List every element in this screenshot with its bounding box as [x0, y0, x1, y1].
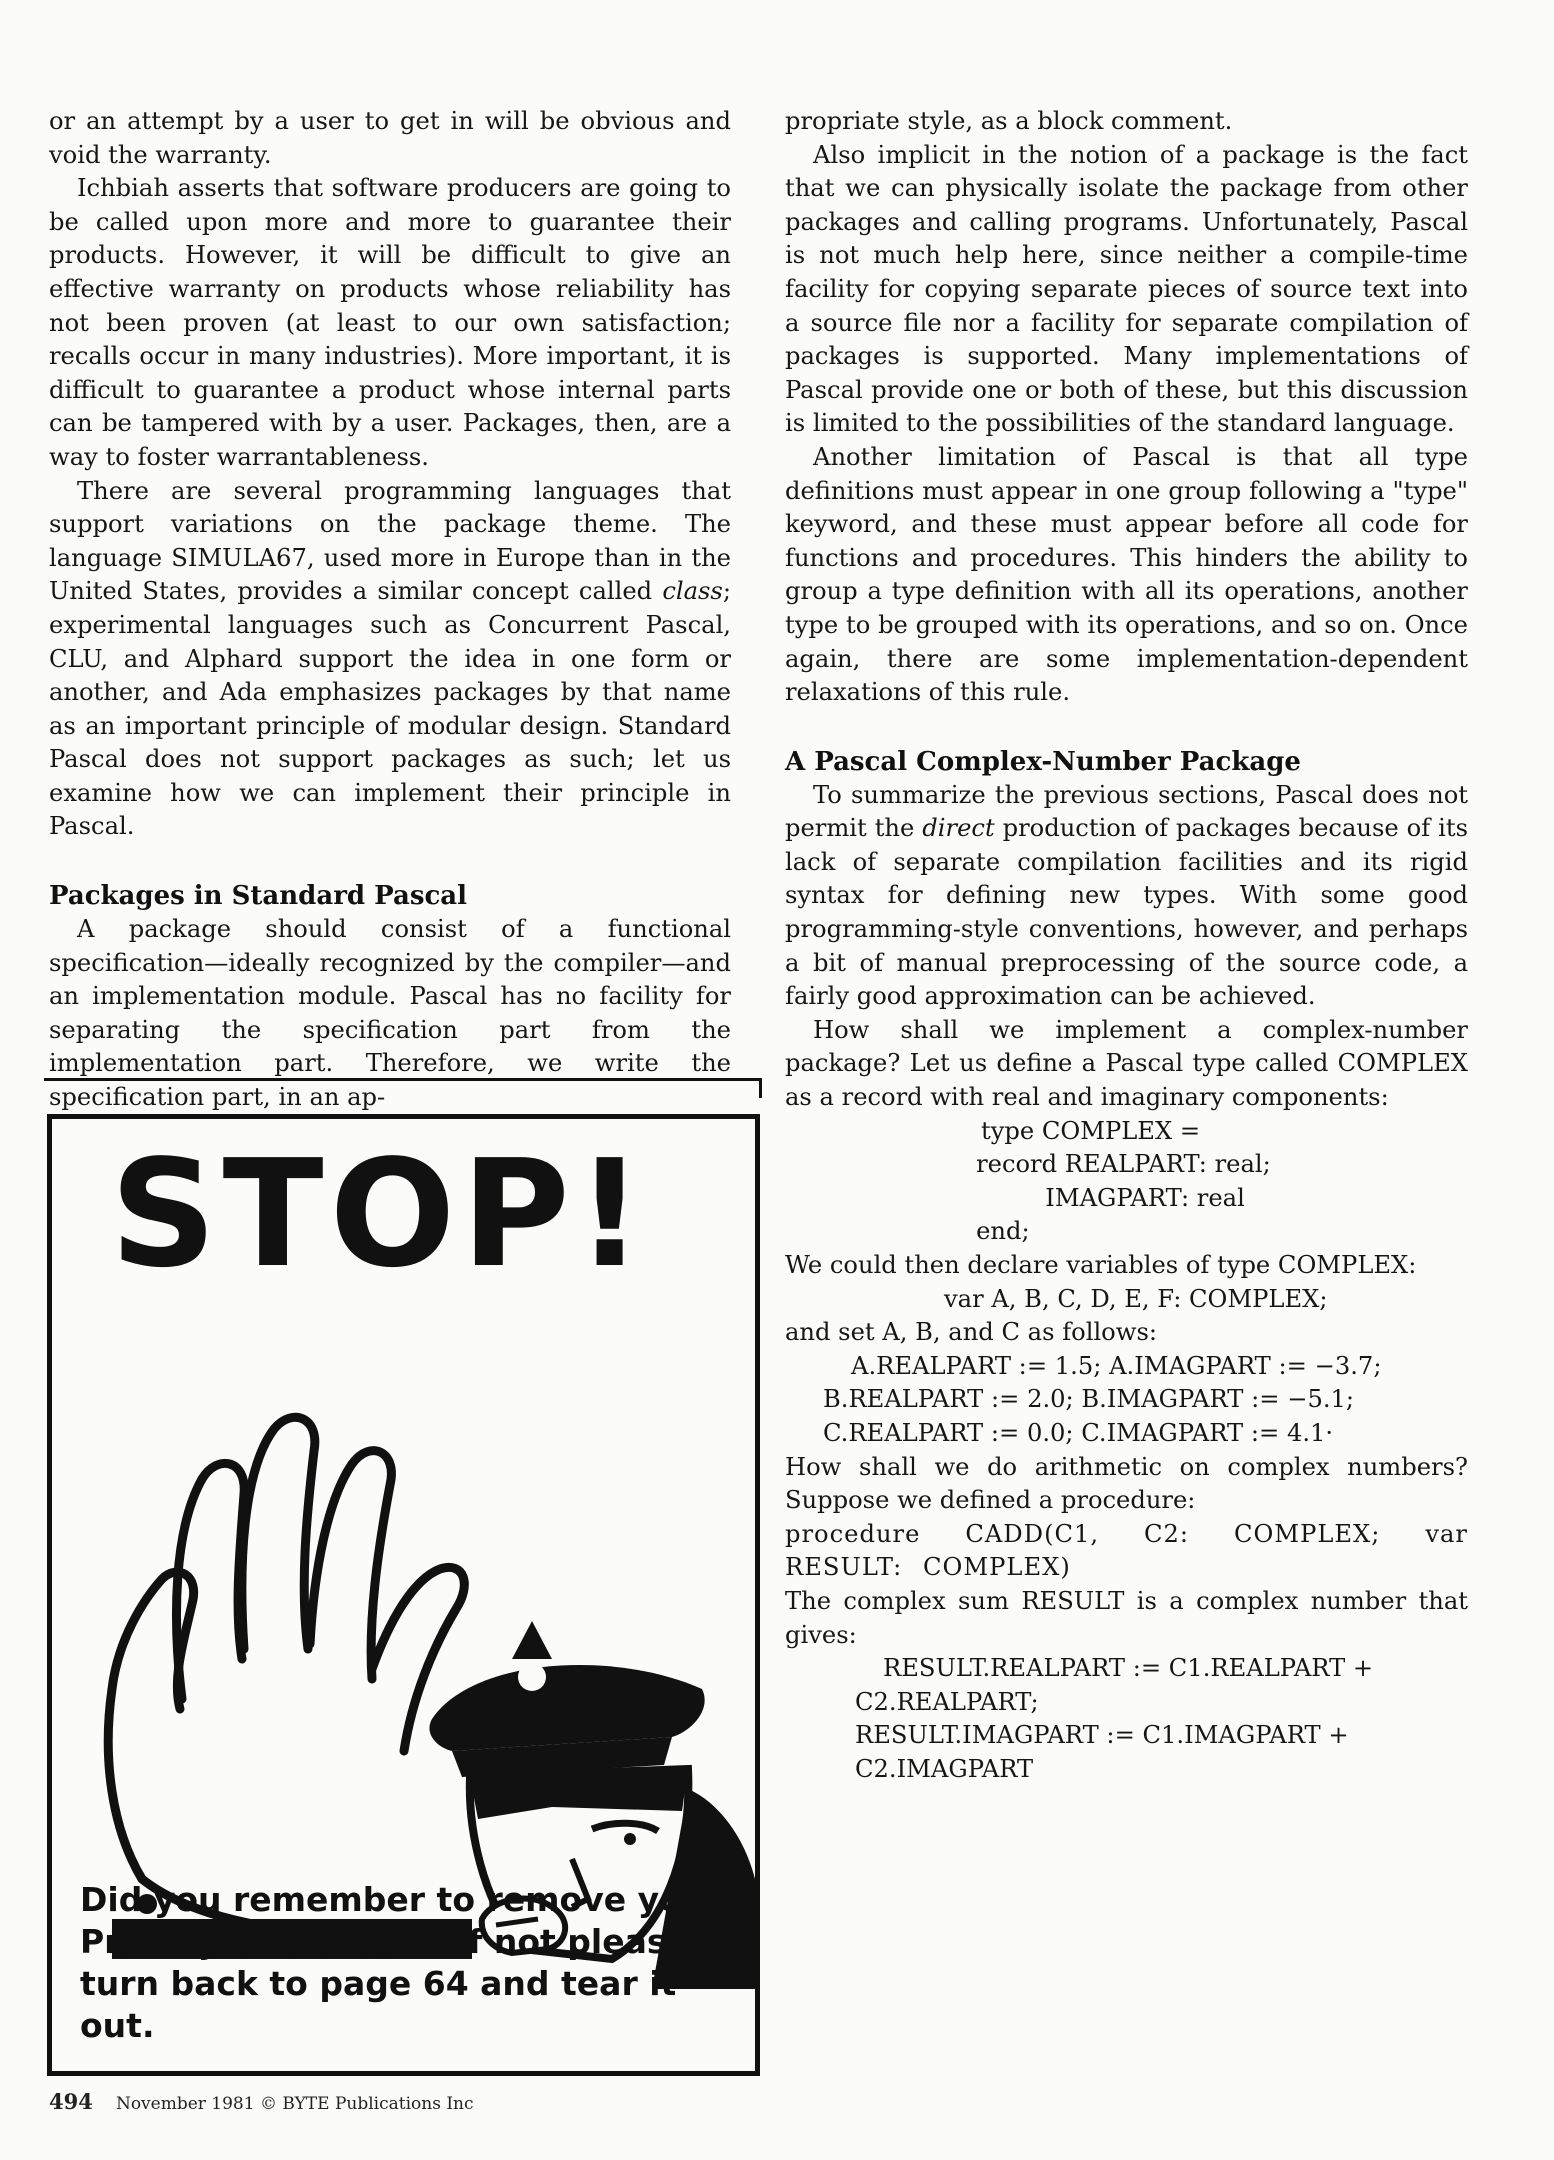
right-paragraph-4-before: To summarize the previous sections, Pascal does not permit the: [785, 780, 1468, 843]
right-column: [785, 105, 1468, 1787]
ad-top-rule: [44, 1078, 762, 1081]
left-column: [49, 105, 731, 1115]
heading-packages-in-standard-pascal: Packages in Standard Pascal: [49, 881, 468, 912]
code-var-declaration: var A, B, C, D, E, F: COMPLEX;: [944, 1284, 1328, 1313]
right-paragraph-10: The complex sum RESULT is a complex number that gives:: [785, 1586, 1468, 1649]
ad-stop-title: STOP!: [110, 1128, 650, 1300]
right-paragraph-7: and set A, B, and C as follows:: [785, 1318, 1158, 1347]
advertisement-box: [47, 1114, 760, 2076]
hand-icon: [108, 1417, 464, 1931]
right-paragraph-1: propriate style, as a block comment.: [785, 107, 1233, 135]
ad-message: Did you remember to remove your Priority One insert? If not please turn back to page 64 and tear it out.: [80, 1880, 722, 2045]
code-assignments: A.REALPART := 1.5; A.IMAGPART := −3.7; B.REALPART := 2.0; B.IMAGPART := −5.1; C.REALPART := 0.0; C.IMAGPART := 4.1·: [823, 1351, 1382, 1447]
left-paragraph-3-after: ; experimental languages such as Concurrent Pascal, CLU, and Alphard support the idea in one form or another, and Ada emphasizes packages by that name as an important principle of modular design. Standard Pascal does not support packages as such; let us examine how we can implement their principle in Pascal.: [49, 577, 731, 841]
code-type-complex: type COMPLEX = record REALPART: real; IMAGPART: real end;: [976, 1116, 1271, 1246]
heading-pascal-complex-number-package: A Pascal Complex-Number Package: [785, 746, 1301, 777]
left-paragraph-3-italic: class: [662, 577, 723, 606]
code-procedure-cadd: procedure CADD(C1, C2: COMPLEX; var RESULT: COMPLEX): [785, 1519, 1468, 1582]
page-footer: [49, 2089, 474, 2114]
right-paragraph-4: [785, 779, 1468, 1014]
left-paragraph-4: A package should consist of a functional specification—ideally recognized by the compiler—and an implementation module. Pascal has no facility for separating the specification part from the implementation part. Therefore, we write the specification part, in an ap-: [49, 915, 731, 1112]
right-paragraph-3: Another limitation of Pascal is that all type definitions must appear in one group following a "type" keyword, and these must appear before all code for functions and procedures. This hinders the ability to group a type definition with all its operations, another type to be grouped with its operations, and so on. Once again, there are some implementation-dependent relaxations of this rule.: [785, 442, 1468, 707]
left-paragraph-1: or an attempt by a user to get in will be obvious and void the warranty.: [49, 107, 731, 169]
page-number: 494: [49, 2089, 93, 2114]
right-paragraph-8: How shall we do arithmetic on complex numbers? Suppose we defined a procedure:: [785, 1452, 1468, 1515]
right-paragraph-6: We could then declare variables of type COMPLEX:: [785, 1251, 1417, 1279]
right-paragraph-5: How shall we implement a complex-number package? Let us define a Pascal type called COMPLEX as a record with real and imaginary components:: [785, 1015, 1468, 1112]
right-paragraph-2: Also implicit in the notion of a package is the fact that we can physically isolate the package from other packages and calling programs. Unfortunately, Pascal is not much help here, since neither a compile-time facility for copying separate pieces of source text into a source file nor a facility for separate compilation of packages is supported. Many implementations of Pascal provide one or both of these, but this discussion is limited to the possibilities of the standard language.: [785, 140, 1468, 438]
code-result: RESULT.REALPART := C1.REALPART + C2.REALPART; RESULT.IMAGPART := C1.IMAGPART + C2.IMAGPART: [855, 1654, 1374, 1783]
right-paragraph-4-after: production of packages because of its lack of separate compilation facilities and its rigid syntax for defining new types. With some good programming-style conventions, however, and perhaps a bit of manual preprocessing of the source code, a fairly good approximation can be achieved.: [785, 814, 1468, 1011]
copyright-line: November 1981 © BYTE Publications Inc: [115, 2094, 474, 2114]
left-paragraph-3-before: There are several programming languages that support variations on the package theme. The language SIMULA67, used more in Europe than in the United States, provides a similar concept called: [49, 476, 731, 606]
left-paragraph-2: Ichbiah asserts that software producers are going to be called upon more and more to guarantee their products. However, it will be difficult to give an effective warranty on products whose reliability has not been proven (at least to our own satisfaction; recalls occur in many industries). More important, it is difficult to guarantee a product whose internal parts can be tampered with by a user. Packages, then, are a way to foster warrantableness.: [49, 174, 731, 471]
right-paragraph-4-italic: direct: [922, 814, 995, 843]
ad-corner-rule: [759, 1078, 762, 1098]
left-paragraph-3: [49, 475, 731, 845]
